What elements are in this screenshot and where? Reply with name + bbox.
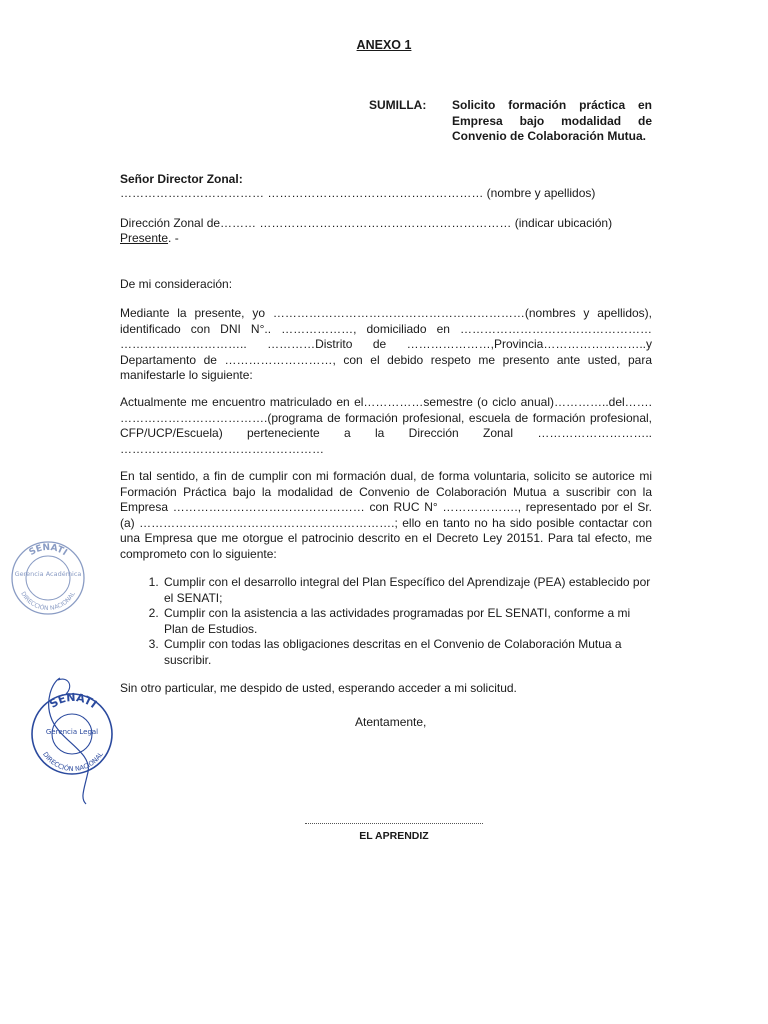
signature-line (305, 823, 483, 824)
commitment-item: 1. Cumplir con el desarrollo integral del Plan Específico del Aprendizaje (PEA) establecido por el SENATI; (162, 575, 654, 606)
commitment-item: 2. Cumplir con la asistencia a las actividades programadas por EL SENATI, conforme a mi Plan de Estudios. (162, 606, 654, 637)
signature-label: EL APRENDIZ (359, 830, 429, 842)
paragraph-2: Actualmente me encuentro matriculado en el……………semestre (o ciclo anual)…………..del……. ……………………………….(programa de formación profesional, escuela de formación profesional, CFP/UCP/Escuela) perteneciente a la Dirección Zonal ……………………….. …………………………………………… (120, 395, 652, 456)
stamp-bottom-center-text: Gerencia Legal (45, 728, 99, 736)
presente-word: Presente (120, 231, 169, 245)
commitment-item: 3. Cumplir con todas las obligaciones descritas en el Convenio de Colaboración Mutua a suscribir. (162, 637, 654, 668)
senati-legal-stamp (22, 672, 122, 812)
salutation: Señor Director Zonal: (120, 172, 243, 186)
page-title: ANEXO 1 (356, 38, 412, 52)
stamp-top-outer-text: SENATI (27, 542, 69, 559)
commitments-list (120, 575, 654, 668)
closing-text: Sin otro particular, me despido de usted, esperando acceder a mi solicitud. (120, 681, 517, 695)
stamp-bottom-bottom-text: DIRECCIÓN NACIONAL (41, 750, 105, 774)
greeting: De mi consideración: (120, 277, 233, 291)
regards-text: Atentamente, (355, 715, 427, 729)
sumilla-text: Solicito formación práctica en Empresa bajo modalidad de Convenio de Colaboración Mutua. (452, 98, 652, 143)
sumilla-label: SUMILLA: (369, 98, 427, 112)
direccion-zonal-line: Dirección Zonal de……… ……………………………………………………… (indicar ubicación) (120, 216, 613, 230)
addressee-name-line: ……………………………… ……………………………………………… (nombre y apellidos) (120, 186, 596, 200)
stamp-top-bottom-text: DIRECCIÓN NACIONAL (19, 590, 77, 613)
presente-line (120, 231, 652, 247)
stamp-top-center-text: Gerencia Académica (14, 570, 82, 578)
senati-academic-stamp (8, 538, 88, 618)
paragraph-1: Mediante la presente, yo ………………………………………………………(nombres y apellidos), identificado con DNI N°.. ………………, domiciliado en ………………………………………… ………………………….. …………Distrito de …………………,Provincia……………………..y Departamento de ………………………, con el debido respeto me presento ante usted, para manifestarle lo siguiente: (120, 306, 652, 382)
paragraph-3: En tal sentido, a fin de cumplir con mi formación dual, de forma voluntaria, solicito se autorice mi Formación Práctica bajo la modalidad de Convenio de Colaboración Mutua a suscribir con la Empresa ………………………………………… con RUC N° ………………., representado por el Sr. (a) ……………………………………………………….; ello en tanto no ha sido posible contactar con una Empresa que me otorgue el patrocinio descrito en el Decreto Ley 20151. Para tal efecto, me comprometo con lo siguiente: (120, 469, 652, 561)
presente-tail: . - (168, 231, 179, 245)
stamp-bottom-outer-text: SENATI (47, 690, 100, 711)
